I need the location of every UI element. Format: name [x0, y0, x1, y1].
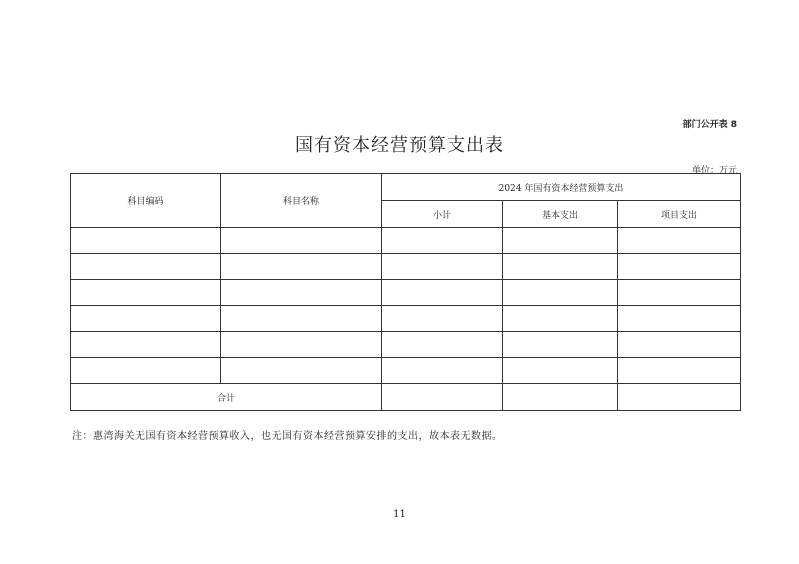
table-row: [71, 306, 741, 332]
table-cell: [221, 254, 382, 280]
table-cell: [618, 384, 741, 411]
table-cell: [503, 254, 618, 280]
table-cell: [71, 254, 221, 280]
page-title: 国有资本经营预算支出表: [295, 135, 504, 156]
table-cell: [503, 228, 618, 254]
total-row: [71, 384, 741, 411]
header-group-2024: 2024 年国有资本经营预算支出: [382, 174, 741, 201]
table-cell: [71, 228, 221, 254]
header-project-expense: 项目支出: [618, 201, 741, 228]
table-row: [71, 254, 741, 280]
table-row: [71, 358, 741, 384]
header-subject-name: 科目名称: [221, 174, 382, 228]
table-cell: [382, 280, 503, 306]
table-row: [71, 228, 741, 254]
header-subject-code: 科目编码: [71, 174, 221, 228]
table-cell: [503, 384, 618, 411]
header-basic-expense: 基本支出: [503, 201, 618, 228]
total-label: 合计: [71, 384, 382, 411]
table-cell: [382, 228, 503, 254]
header-subtotal: 小计: [382, 201, 503, 228]
table-number: 部门公开表 8: [682, 120, 737, 130]
table-cell: [503, 358, 618, 384]
table-cell: [618, 332, 741, 358]
table-cell: [221, 332, 382, 358]
table-cell: [221, 280, 382, 306]
table-cell: [221, 228, 382, 254]
budget-table: [70, 173, 741, 411]
table-cell: [618, 358, 741, 384]
table-cell: [503, 332, 618, 358]
table-cell: [503, 280, 618, 306]
page-number: 11: [393, 509, 406, 520]
table-row: [71, 280, 741, 306]
footnote: 注：惠湾海关无国有资本经营预算收入，也无国有资本经营预算安排的支出，故本表无数据。: [72, 431, 503, 442]
table-cell: [618, 254, 741, 280]
unit-label: 单位：万元: [691, 166, 737, 176]
table-cell: [618, 228, 741, 254]
table-row: [71, 332, 741, 358]
table-cell: [382, 254, 503, 280]
table-cell: [618, 306, 741, 332]
table-cell: [221, 306, 382, 332]
table-cell: [618, 280, 741, 306]
table-cell: [382, 332, 503, 358]
table-cell: [382, 358, 503, 384]
table-cell: [71, 332, 221, 358]
table-cell: [503, 306, 618, 332]
table-cell: [382, 384, 503, 411]
table-cell: [382, 306, 503, 332]
table-cell: [221, 358, 382, 384]
table-cell: [71, 306, 221, 332]
table-cell: [71, 280, 221, 306]
table-cell: [71, 358, 221, 384]
